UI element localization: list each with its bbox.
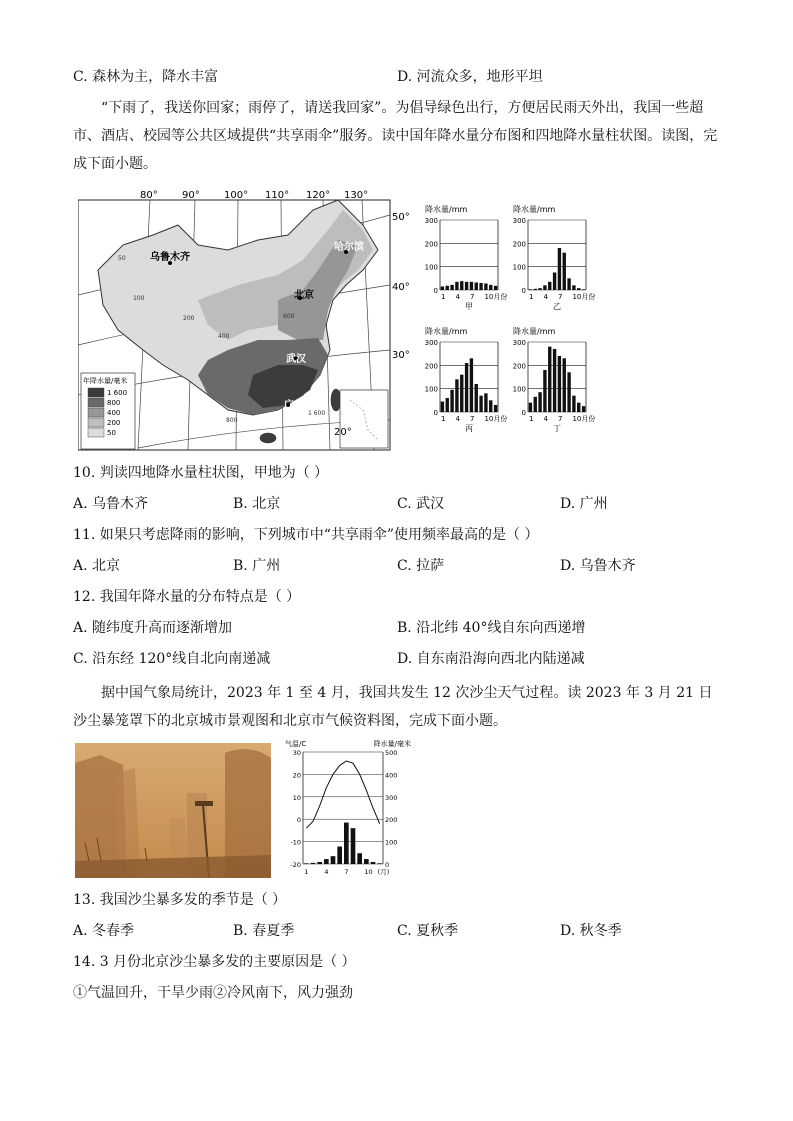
precip-bar: [470, 358, 473, 412]
precip-bar: [538, 288, 541, 290]
precip-bar: [304, 863, 309, 864]
x-tick-label: 10月份: [572, 415, 596, 423]
q12-option-a: A. 随纬度升高而逐渐增加: [73, 620, 233, 636]
q13-option-a: A. 冬春季: [73, 923, 135, 939]
precip-bar: [572, 396, 575, 412]
precip-bar: [494, 405, 497, 412]
contour-label: 1 600: [308, 410, 326, 417]
city-beijing: 北京: [294, 290, 314, 301]
x-tick-label: 4: [324, 868, 329, 876]
precip-bar: [582, 289, 585, 290]
lon-130: 130°: [344, 190, 369, 201]
y-tick-label-precipitation: 0: [385, 861, 390, 869]
precip-bar: [475, 283, 478, 290]
intro-sandstorm: 据中国气象局统计，2023 年 1 至 4 月，我国共发生 12 次沙尘天气过程。读 2023 年 3 月 21 日沙尘暴笼罩下的北京城市景观图和北京市气候资料图，完成下面小题。: [73, 685, 713, 729]
precip-bar: [465, 282, 468, 290]
y-tick-label: 200: [424, 362, 438, 371]
y-axis-label: 降水量/mm: [513, 205, 556, 214]
precip-bar: [337, 847, 342, 864]
precip-bar: [351, 828, 356, 864]
question-13: 13. 我国沙尘暴多发的季节是（ ）: [73, 892, 287, 908]
option-d-rivers: D. 河流众多，地形平坦: [397, 69, 543, 85]
precip-bar: [543, 285, 546, 290]
precip-chart-ding: [508, 320, 603, 444]
precip-bar: [479, 283, 482, 290]
legend-value: 50: [107, 429, 116, 437]
chart-station-label: 甲: [465, 302, 473, 311]
y-tick-label: 0: [521, 409, 526, 417]
chart-station-label: 丁: [553, 424, 561, 433]
legend-value: 400: [107, 409, 121, 417]
y-tick-label-temperature: 20: [292, 771, 301, 780]
y-axis-label-precipitation: 降水量/毫米: [373, 740, 411, 748]
precip-bar: [450, 390, 453, 412]
precip-bar: [441, 287, 444, 291]
precip-bar: [489, 285, 492, 290]
precip-bar: [357, 853, 362, 864]
y-tick-label-temperature: 30: [292, 749, 301, 757]
y-axis-label: 降水量/mm: [425, 327, 468, 336]
precip-bar: [446, 398, 449, 412]
question-11: 11. 如果只考虑降雨的影响，下列城市中“共享雨伞”使用频率最高的是（ ）: [73, 527, 539, 543]
q13-option-c: C. 夏秋季: [397, 923, 459, 939]
precip-bar: [479, 396, 482, 412]
precip-chart-jia: [420, 198, 515, 322]
contour-label: 200: [183, 315, 195, 322]
precip-bar: [441, 402, 444, 413]
legend-value: 200: [107, 419, 121, 427]
precip-chart-yi: [508, 198, 603, 322]
x-tick-label: 7: [469, 415, 475, 423]
y-tick-label: 300: [424, 339, 438, 347]
precip-bar: [553, 349, 556, 412]
legend-value: 1 600: [107, 389, 128, 397]
x-tick-label: 7: [557, 415, 563, 423]
x-tick-label: 4: [543, 293, 548, 301]
q10-option-c: C. 武汉: [397, 496, 445, 512]
x-tick-label: 10月份: [484, 415, 508, 423]
precip-bar: [577, 403, 580, 412]
precip-bar: [494, 286, 497, 290]
precip-bar: [377, 863, 382, 864]
lon-100: 100°: [224, 190, 249, 201]
precip-bar: [455, 282, 458, 290]
precip-bar: [446, 286, 449, 290]
beijing-sandstorm-photo: [75, 743, 271, 882]
contour-label: 600: [283, 313, 295, 320]
temperature-curve: [306, 761, 379, 828]
q13-option-d: D. 秋冬季: [560, 923, 622, 939]
x-tick-label: 10月份: [572, 293, 596, 301]
option-c-forest: C. 森林为主，降水丰富: [73, 69, 219, 85]
q10-option-b: B. 北京: [233, 496, 281, 512]
contour-label: 400: [218, 333, 230, 340]
precip-bar: [317, 862, 322, 864]
x-tick-label: 10月份: [484, 293, 508, 301]
y-axis-label: 降水量/mm: [425, 205, 468, 214]
x-tick-label: 7: [344, 868, 349, 876]
china-precipitation-map: [78, 190, 413, 459]
precip-bar: [324, 859, 329, 864]
x-tick-label: 4: [543, 415, 548, 423]
legend-title: 年降水量/毫米: [83, 377, 128, 385]
lat-30: 30°: [392, 350, 410, 361]
precip-bar: [582, 406, 585, 412]
precip-bar: [538, 392, 541, 412]
precip-bar: [331, 856, 336, 864]
city-harbin: 哈尔滨: [334, 242, 364, 253]
map-legend: [81, 373, 135, 449]
y-tick-label-temperature: 10: [292, 793, 301, 802]
y-tick-label: 0: [433, 409, 438, 417]
beijing-climate-chart: [283, 738, 413, 887]
q11-option-b: B. 广州: [233, 558, 281, 574]
precip-bar: [548, 282, 551, 290]
chart-station-label: 丙: [465, 424, 473, 433]
y-tick-label-temperature: -10: [290, 838, 301, 847]
precip-bar: [460, 375, 463, 412]
y-tick-label-precipitation: 200: [385, 816, 398, 825]
x-tick-label: 4: [455, 415, 460, 423]
precip-bar: [460, 281, 463, 290]
precip-bar: [543, 370, 546, 412]
q12-option-c: C. 沿东经 120°线自北向南递减: [73, 651, 271, 667]
y-tick-label: 0: [433, 287, 438, 295]
precip-bar: [567, 278, 570, 290]
x-tick-label: (月): [377, 868, 390, 876]
precip-bar: [475, 384, 478, 412]
y-tick-label: 100: [424, 263, 438, 272]
lon-110: 110°: [265, 190, 290, 201]
precip-bar: [567, 372, 570, 412]
x-tick-label: 1: [440, 415, 446, 423]
precip-bar: [563, 358, 566, 412]
x-tick-label: 1: [304, 868, 309, 876]
y-tick-label: 100: [512, 385, 526, 394]
lat-50: 50°: [392, 212, 410, 223]
precip-bar: [534, 289, 537, 290]
question-10: 10. 判读四地降水量柱状图，甲地为（ ）: [73, 465, 329, 481]
precip-bar: [563, 253, 566, 290]
q12-option-d: D. 自东南沿海向西北内陆递减: [397, 651, 585, 667]
q10-option-a: A. 乌鲁木齐: [73, 496, 149, 512]
intro-shared-umbrella: “下雨了，我送你回家；雨停了，请送我回家”。为倡导绿色出行，方便居民雨天外出，我国一些超市、酒店、校园等公共区域提供“共享雨伞”服务。读中国年降水量分布图和四地降水量柱状图。读图，完成下面小题。: [73, 100, 718, 172]
precip-bar: [577, 288, 580, 290]
x-tick-label: 7: [557, 293, 563, 301]
q12-option-b: B. 沿北纬 40°线自东向西递增: [397, 620, 586, 636]
precip-bar: [534, 397, 537, 412]
x-tick-label: 7: [469, 293, 475, 301]
precip-bar: [455, 379, 458, 412]
y-axis-label: 降水量/mm: [513, 327, 556, 336]
question-14: 14. 3 月份北京沙尘暴多发的主要原因是（ ）: [73, 954, 356, 970]
precip-bar: [311, 863, 316, 864]
lon-80: 80°: [140, 190, 158, 201]
y-tick-label: 300: [512, 339, 526, 347]
y-tick-label: 200: [424, 240, 438, 249]
precip-bar: [529, 403, 532, 412]
x-tick-label: 1: [440, 293, 446, 301]
precip-bar: [558, 356, 561, 412]
y-tick-label-temperature: -20: [290, 861, 301, 869]
precip-bar: [344, 823, 349, 864]
precip-bar: [553, 273, 556, 291]
contour-label: 800: [226, 417, 238, 424]
x-tick-label: 4: [455, 293, 460, 301]
precip-bar: [450, 285, 453, 290]
y-tick-label: 300: [512, 217, 526, 225]
contour-label: 50: [118, 255, 126, 262]
q11-option-c: C. 拉萨: [397, 558, 445, 574]
lon-90: 90°: [182, 190, 200, 201]
y-tick-label: 200: [512, 240, 526, 249]
precip-bar: [465, 363, 468, 412]
precip-bar: [572, 285, 575, 290]
x-tick-label: 1: [528, 415, 534, 423]
y-tick-label: 100: [512, 263, 526, 272]
question-12: 12. 我国年降水量的分布特点是（ ）: [73, 589, 301, 605]
y-tick-label: 200: [512, 362, 526, 371]
x-tick-label: 10: [364, 868, 373, 876]
city-wuhan: 武汉: [286, 354, 306, 365]
y-tick-label-precipitation: 100: [385, 838, 398, 847]
precip-chart-bing: [420, 320, 515, 444]
q11-option-a: A. 北京: [73, 558, 121, 574]
precip-bar: [489, 400, 492, 412]
chart-station-label: 乙: [553, 302, 561, 311]
precip-bar: [529, 289, 532, 290]
q13-option-b: B. 春夏季: [233, 923, 295, 939]
q14-statements: ①气温回升，干旱少雨②冷风南下，风力强劲: [73, 985, 353, 1001]
q10-option-d: D. 广州: [560, 496, 608, 512]
lat-40: 40°: [392, 282, 410, 293]
y-tick-label-precipitation: 500: [385, 749, 398, 757]
precip-bar: [470, 282, 473, 290]
q11-option-d: D. 乌鲁木齐: [560, 558, 636, 574]
lat-20: 20°: [334, 427, 352, 438]
precip-bar: [371, 862, 376, 864]
legend-value: 800: [107, 399, 121, 407]
precip-bar: [548, 347, 551, 412]
y-axis-label-temperature: 气温/C: [285, 740, 307, 748]
contour-label: 100: [133, 295, 145, 302]
precip-bar: [484, 283, 487, 290]
x-tick-label: 1: [528, 293, 534, 301]
y-tick-label-precipitation: 300: [385, 793, 398, 802]
lon-120: 120°: [306, 190, 331, 201]
city-urumqi: 乌鲁木齐: [150, 252, 190, 263]
precip-bar: [558, 248, 561, 290]
city-guangzhou: 广州: [284, 400, 304, 411]
precip-bar: [484, 393, 487, 412]
y-tick-label: 0: [521, 287, 526, 295]
y-tick-label: 100: [424, 385, 438, 394]
y-tick-label: 300: [424, 217, 438, 225]
precip-bar: [364, 859, 369, 864]
y-tick-label-precipitation: 400: [385, 771, 398, 780]
y-tick-label-temperature: 0: [296, 816, 301, 825]
